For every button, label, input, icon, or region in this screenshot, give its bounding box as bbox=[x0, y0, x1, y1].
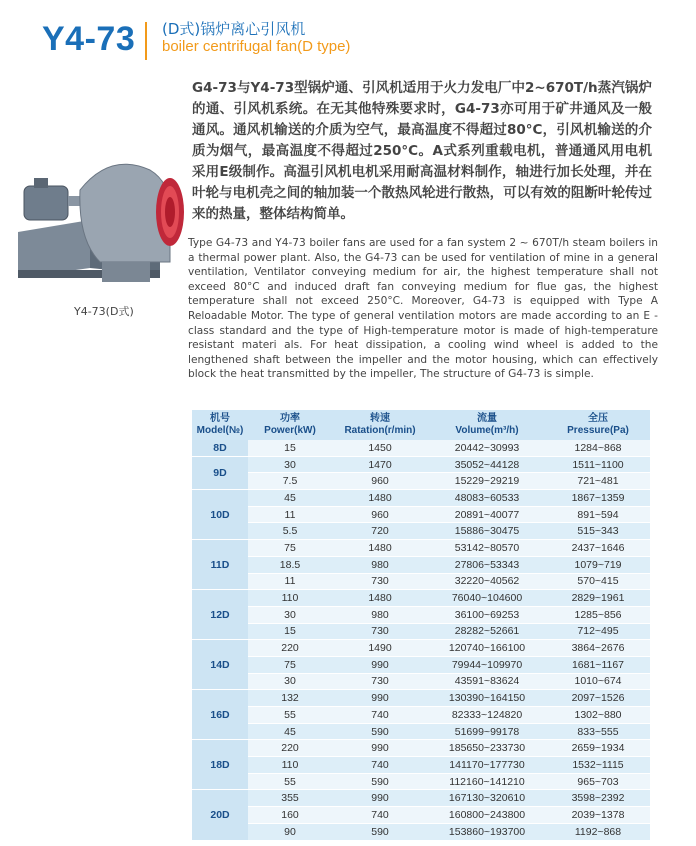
table-row bbox=[192, 640, 650, 657]
pressure-cell: 2097~1526 bbox=[546, 690, 650, 707]
power-cell: 11 bbox=[248, 573, 332, 590]
power-cell: 18.5 bbox=[248, 556, 332, 573]
model-cell: 16D bbox=[192, 690, 248, 740]
pressure-cell: 1284~868 bbox=[546, 440, 650, 456]
volume-cell: 15886~30475 bbox=[428, 523, 546, 540]
power-cell: 90 bbox=[248, 823, 332, 840]
pressure-cell: 570~415 bbox=[546, 573, 650, 590]
pressure-cell: 2039~1378 bbox=[546, 807, 650, 824]
table-row bbox=[192, 573, 650, 590]
pressure-cell: 1511~1100 bbox=[546, 456, 650, 473]
table-row bbox=[192, 757, 650, 774]
model-cell: 9D bbox=[192, 456, 248, 489]
table-row bbox=[192, 490, 650, 507]
table-row bbox=[192, 690, 650, 707]
power-cell: 75 bbox=[248, 540, 332, 557]
rotation-cell: 1450 bbox=[332, 440, 428, 456]
model-cell: 10D bbox=[192, 490, 248, 540]
model-title: Y4-73 bbox=[42, 20, 136, 58]
header-volume: 流量 Volume(m³/h) bbox=[428, 410, 546, 440]
rotation-cell: 720 bbox=[332, 523, 428, 540]
pressure-cell: 3864~2676 bbox=[546, 640, 650, 657]
spec-table bbox=[192, 410, 650, 841]
power-cell: 220 bbox=[248, 640, 332, 657]
power-cell: 75 bbox=[248, 656, 332, 673]
header-rotation: 转速 Ratation(r/min) bbox=[332, 410, 428, 440]
power-cell: 15 bbox=[248, 623, 332, 640]
rotation-cell: 740 bbox=[332, 707, 428, 724]
pressure-cell: 1192~868 bbox=[546, 823, 650, 840]
power-cell: 15 bbox=[248, 440, 332, 456]
volume-cell: 51699~99178 bbox=[428, 723, 546, 740]
volume-cell: 130390~164150 bbox=[428, 690, 546, 707]
table-row bbox=[192, 656, 650, 673]
title-chinese: (D式)锅炉离心引风机 bbox=[162, 20, 306, 38]
volume-cell: 76040~104600 bbox=[428, 590, 546, 607]
power-cell: 30 bbox=[248, 606, 332, 623]
volume-cell: 141170~177730 bbox=[428, 757, 546, 774]
fan-illustration bbox=[10, 150, 200, 290]
rotation-cell: 730 bbox=[332, 623, 428, 640]
volume-cell: 79944~109970 bbox=[428, 656, 546, 673]
rotation-cell: 730 bbox=[332, 573, 428, 590]
table-row bbox=[192, 740, 650, 757]
pressure-cell: 515~343 bbox=[546, 523, 650, 540]
pressure-cell: 721~481 bbox=[546, 473, 650, 490]
model-cell: 14D bbox=[192, 640, 248, 690]
rotation-cell: 990 bbox=[332, 656, 428, 673]
pressure-cell: 2437~1646 bbox=[546, 540, 650, 557]
table-row bbox=[192, 606, 650, 623]
table-row bbox=[192, 590, 650, 607]
pressure-cell: 1302~880 bbox=[546, 707, 650, 724]
rotation-cell: 990 bbox=[332, 790, 428, 807]
volume-cell: 167130~320610 bbox=[428, 790, 546, 807]
volume-cell: 28282~52661 bbox=[428, 623, 546, 640]
table-row bbox=[192, 506, 650, 523]
volume-cell: 160800~243800 bbox=[428, 807, 546, 824]
power-cell: 110 bbox=[248, 590, 332, 607]
rotation-cell: 980 bbox=[332, 606, 428, 623]
rotation-cell: 980 bbox=[332, 556, 428, 573]
rotation-cell: 1480 bbox=[332, 540, 428, 557]
power-cell: 7.5 bbox=[248, 473, 332, 490]
table-row bbox=[192, 540, 650, 557]
power-cell: 160 bbox=[248, 807, 332, 824]
volume-cell: 112160~141210 bbox=[428, 773, 546, 790]
power-cell: 55 bbox=[248, 773, 332, 790]
power-cell: 5.5 bbox=[248, 523, 332, 540]
table-row bbox=[192, 440, 650, 456]
model-cell: 11D bbox=[192, 540, 248, 590]
table-row bbox=[192, 456, 650, 473]
table-row bbox=[192, 773, 650, 790]
volume-cell: 15229~29219 bbox=[428, 473, 546, 490]
table-row bbox=[192, 473, 650, 490]
power-cell: 220 bbox=[248, 740, 332, 757]
header-power: 功率 Power(kW) bbox=[248, 410, 332, 440]
table-row bbox=[192, 790, 650, 807]
power-cell: 55 bbox=[248, 707, 332, 724]
rotation-cell: 1480 bbox=[332, 590, 428, 607]
rotation-cell: 960 bbox=[332, 506, 428, 523]
title-divider bbox=[145, 22, 147, 60]
volume-cell: 36100~69253 bbox=[428, 606, 546, 623]
model-cell: 8D bbox=[192, 440, 248, 456]
pressure-cell: 3598~2392 bbox=[546, 790, 650, 807]
volume-cell: 27806~53343 bbox=[428, 556, 546, 573]
pressure-cell: 1079~719 bbox=[546, 556, 650, 573]
pressure-cell: 1285~856 bbox=[546, 606, 650, 623]
rotation-cell: 590 bbox=[332, 723, 428, 740]
power-cell: 30 bbox=[248, 673, 332, 690]
table-row bbox=[192, 673, 650, 690]
pressure-cell: 965~703 bbox=[546, 773, 650, 790]
header-model: 机号 Model(№) bbox=[192, 410, 248, 440]
power-cell: 30 bbox=[248, 456, 332, 473]
power-cell: 355 bbox=[248, 790, 332, 807]
volume-cell: 20891~40077 bbox=[428, 506, 546, 523]
description-english: Type G4-73 and Y4-73 boiler fans are used for a fan system 2 ~ 670T/h steam boilers in a thermal power plant. Also, the G4-73 can be used for ventilation of mine in a general ventilation, Ventilator conveying medium for air, the highest temperature shall not exceed 80°C and induced draft fan conveying medium for flue gas, the highest temperature shall not exceed 250°C. Moreover, G4-73 is equipped with Type A Reloadable Motor. The type of general ventilation motors are made according to an E - class standard and the type of High-temperature motor is made of high-temperature resistant materi als. For heat dissipation, a cooling wind wheel is added to the lengthened shaft between the impeller and the motor housing, which can effectively block the heat transmitted by the impeller, The structure of G4-73 is simple. bbox=[188, 237, 658, 381]
volume-cell: 185650~233730 bbox=[428, 740, 546, 757]
figure-caption: Y4-73(D式) bbox=[74, 305, 134, 318]
pressure-cell: 2829~1961 bbox=[546, 590, 650, 607]
power-cell: 11 bbox=[248, 506, 332, 523]
table-row bbox=[192, 556, 650, 573]
volume-cell: 153860~193700 bbox=[428, 823, 546, 840]
volume-cell: 32220~40562 bbox=[428, 573, 546, 590]
pressure-cell: 891~594 bbox=[546, 506, 650, 523]
pressure-cell: 1010~674 bbox=[546, 673, 650, 690]
table-row bbox=[192, 523, 650, 540]
pressure-cell: 833~555 bbox=[546, 723, 650, 740]
volume-cell: 120740~166100 bbox=[428, 640, 546, 657]
volume-cell: 43591~83624 bbox=[428, 673, 546, 690]
table-header-row bbox=[192, 410, 650, 440]
rotation-cell: 740 bbox=[332, 807, 428, 824]
power-cell: 132 bbox=[248, 690, 332, 707]
rotation-cell: 740 bbox=[332, 757, 428, 774]
table-body bbox=[192, 440, 650, 840]
power-cell: 45 bbox=[248, 490, 332, 507]
volume-cell: 82333~124820 bbox=[428, 707, 546, 724]
power-cell: 110 bbox=[248, 757, 332, 774]
pressure-cell: 712~495 bbox=[546, 623, 650, 640]
rotation-cell: 990 bbox=[332, 740, 428, 757]
rotation-cell: 590 bbox=[332, 823, 428, 840]
table-row bbox=[192, 707, 650, 724]
rotation-cell: 730 bbox=[332, 673, 428, 690]
volume-cell: 53142~80570 bbox=[428, 540, 546, 557]
title-english: boiler centrifugal fan(D type) bbox=[162, 38, 351, 55]
table-row bbox=[192, 723, 650, 740]
model-cell: 20D bbox=[192, 790, 248, 840]
power-cell: 45 bbox=[248, 723, 332, 740]
pressure-cell: 1532~1115 bbox=[546, 757, 650, 774]
rotation-cell: 960 bbox=[332, 473, 428, 490]
table-row bbox=[192, 823, 650, 840]
header-pressure: 全压 Pressure(Pa) bbox=[546, 410, 650, 440]
rotation-cell: 590 bbox=[332, 773, 428, 790]
rotation-cell: 1490 bbox=[332, 640, 428, 657]
rotation-cell: 1470 bbox=[332, 456, 428, 473]
rotation-cell: 1480 bbox=[332, 490, 428, 507]
model-cell: 12D bbox=[192, 590, 248, 640]
volume-cell: 48083~60533 bbox=[428, 490, 546, 507]
volume-cell: 20442~30993 bbox=[428, 440, 546, 456]
table-row bbox=[192, 807, 650, 824]
pressure-cell: 1681~1167 bbox=[546, 656, 650, 673]
description-chinese: G4-73与Y4-73型锅炉通、引风机适用于火力发电厂中2~670T/h蒸汽锅炉的通、引风机系统。在无其他特殊要求时，G4-73亦可用于矿井通风及一般通风。通风机输送的介质为空气，最高温度不得超过80°C，引风机输送的介质为烟气，最高温度不得超过250°C。A式系列重载电机，普通通风用电机采用E级制作。高温引风机电机采用耐高温材料制作，轴进行加长处理，并在叶轮与电机壳之间的轴加装一个散热风轮进行散热，可以有效的阻断叶轮传过来的热量，整体结构简单。 bbox=[192, 80, 652, 222]
volume-cell: 35052~44128 bbox=[428, 456, 546, 473]
rotation-cell: 990 bbox=[332, 690, 428, 707]
pressure-cell: 1867~1359 bbox=[546, 490, 650, 507]
table-row bbox=[192, 623, 650, 640]
model-cell: 18D bbox=[192, 740, 248, 790]
pressure-cell: 2659~1934 bbox=[546, 740, 650, 757]
